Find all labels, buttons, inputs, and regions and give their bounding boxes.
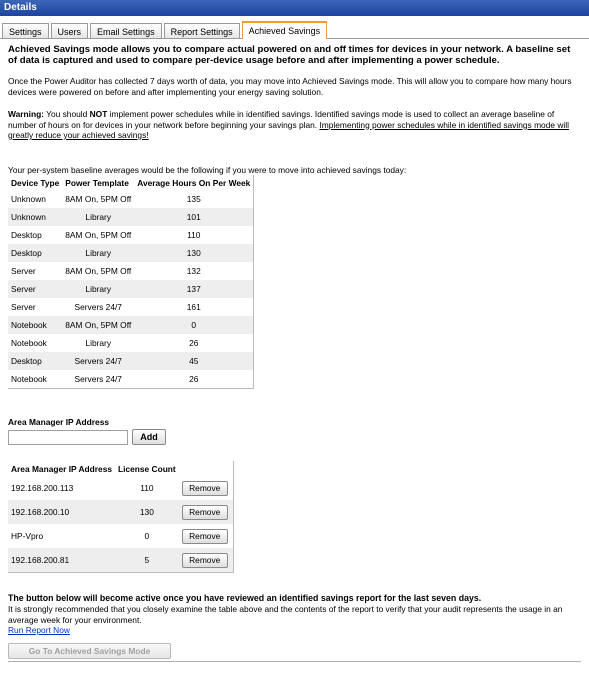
baseline-caption: Your per-system baseline averages would be the following if you were to move into achieved savings today: bbox=[8, 164, 407, 175]
remove-button[interactable]: Remove bbox=[182, 505, 228, 520]
table-row bbox=[8, 298, 253, 316]
device-type-cell: Desktop bbox=[11, 230, 42, 240]
warning-pre: You should bbox=[43, 109, 90, 119]
actions-cell bbox=[179, 500, 233, 524]
run-report-link[interactable]: Run Report Now bbox=[8, 625, 70, 635]
go-to-achieved-savings-button[interactable]: Go To Achieved Savings Mode bbox=[8, 643, 171, 659]
table-row bbox=[8, 524, 233, 548]
power-template-cell: 8AM On, 5PM Off bbox=[65, 266, 132, 276]
table-row bbox=[8, 548, 233, 572]
license-count-cell: 130 bbox=[115, 500, 179, 524]
device-type-cell: Server bbox=[11, 266, 36, 276]
average-hours-cell: 132 bbox=[186, 266, 201, 276]
license-count-cell: 110 bbox=[140, 483, 154, 493]
power-template-cell: 8AM On, 5PM Off bbox=[65, 230, 132, 240]
average-hours-cell: 130 bbox=[134, 244, 253, 262]
warning-text: implement power schedules while in identified savings. Identified savings mode is used to collect an average baseline of number of hours on for devices in your network before beginning your savings plan. bbox=[8, 109, 555, 130]
device-type-cell: Desktop bbox=[8, 352, 62, 370]
average-hours-cell: 137 bbox=[134, 280, 253, 298]
table-row bbox=[8, 280, 253, 298]
tab-report-settings[interactable]: Report Settings bbox=[164, 23, 240, 38]
average-hours-cell: 110 bbox=[187, 230, 201, 240]
footer-lead: The button below will become active once you have reviewed an identified savings report for the last seven days. bbox=[8, 593, 482, 603]
col-license-count: License Count bbox=[118, 463, 176, 474]
tab-achieved-savings[interactable]: Achieved Savings bbox=[242, 21, 328, 39]
average-hours-cell: 161 bbox=[186, 302, 201, 312]
average-hours-cell: 45 bbox=[134, 352, 253, 370]
power-template-cell: Library bbox=[62, 208, 134, 226]
area-manager-label: Area Manager IP Address bbox=[8, 417, 110, 427]
license-count-cell: 5 bbox=[115, 548, 179, 572]
device-type-cell: Notebook bbox=[8, 316, 62, 334]
device-type-cell: Server bbox=[8, 280, 62, 298]
table-row bbox=[8, 262, 253, 280]
device-type-cell: Desktop bbox=[8, 244, 62, 262]
col-power-template: Power Template bbox=[65, 177, 129, 188]
ip-address-cell: HP-Vpro bbox=[11, 531, 44, 541]
area-manager-add-row bbox=[8, 429, 581, 445]
bottom-divider bbox=[8, 661, 581, 662]
add-button[interactable]: Add bbox=[132, 429, 166, 445]
remove-button[interactable]: Remove bbox=[182, 529, 228, 544]
area-manager-header-row bbox=[8, 461, 233, 476]
area-manager-table-wrapper bbox=[8, 461, 234, 573]
device-type-cell: Unknown bbox=[8, 208, 62, 226]
col-area-manager-ip: Area Manager IP Address bbox=[11, 463, 113, 474]
intro-paragraph: Once the Power Auditor has collected 7 days worth of data, you may move into Achieved Savings mode. This will allow you to compare how many hours devices were powered on before and after implementing your energy saving solution. bbox=[8, 76, 572, 97]
tab-email-settings[interactable]: Email Settings bbox=[90, 23, 162, 38]
baseline-table bbox=[8, 175, 253, 388]
license-count-cell: 0 bbox=[144, 531, 150, 541]
actions-cell bbox=[179, 524, 233, 548]
power-template-cell: Library bbox=[62, 280, 134, 298]
average-hours-cell: 135 bbox=[186, 194, 201, 204]
power-template-cell: Servers 24/7 bbox=[62, 352, 134, 370]
table-row bbox=[8, 334, 253, 352]
ip-address-cell: 192.168.200.113 bbox=[11, 483, 74, 493]
table-row bbox=[8, 370, 253, 388]
device-type-cell: Server bbox=[11, 302, 36, 312]
warning-label: Warning: bbox=[8, 109, 44, 119]
intro-lead: Achieved Savings mode allows you to compare actual powered on and off times for devices in your network. A baseline set of data is captured and used to compare per-device usage before and after implementing a power schedule. bbox=[8, 44, 571, 66]
area-manager-table bbox=[8, 461, 233, 572]
col-device-type: Device Type bbox=[11, 177, 60, 188]
table-row bbox=[8, 244, 253, 262]
actions-cell bbox=[179, 476, 233, 500]
warning-paragraph bbox=[8, 109, 581, 141]
average-hours-cell: 26 bbox=[189, 338, 199, 348]
power-template-cell: Servers 24/7 bbox=[74, 302, 122, 312]
table-row bbox=[8, 316, 253, 334]
table-row bbox=[8, 476, 233, 500]
footer-text: It is strongly recommended that you closely examine the table above and the contents of the report to verify that your audit represents the usage in an average week for your environment. bbox=[8, 604, 563, 625]
actions-cell bbox=[179, 548, 233, 572]
col-average-hours: Average Hours On Per Week bbox=[137, 177, 251, 188]
baseline-table-wrapper bbox=[8, 175, 254, 389]
table-row bbox=[8, 352, 253, 370]
table-row bbox=[8, 226, 253, 244]
table-row bbox=[8, 208, 253, 226]
device-type-cell: Notebook bbox=[11, 374, 47, 384]
average-hours-cell: 26 bbox=[189, 374, 199, 384]
tab-users[interactable]: Users bbox=[51, 23, 89, 38]
col-actions bbox=[179, 461, 233, 476]
power-template-cell: 8AM On, 5PM Off bbox=[65, 194, 132, 204]
device-type-cell: Unknown bbox=[11, 194, 46, 204]
power-template-cell: Library bbox=[62, 244, 134, 262]
table-row bbox=[8, 500, 233, 524]
power-template-cell: Library bbox=[85, 338, 112, 348]
device-type-cell: Notebook bbox=[11, 338, 47, 348]
area-manager-ip-input[interactable] bbox=[8, 430, 128, 445]
baseline-header-row bbox=[8, 175, 253, 190]
tab-bar bbox=[0, 19, 589, 39]
ip-address-cell: 192.168.200.81 bbox=[8, 548, 115, 572]
average-hours-cell: 0 bbox=[134, 316, 253, 334]
tab-content bbox=[0, 39, 589, 662]
window-title: Details bbox=[0, 0, 589, 16]
warning-underline: Implementing power schedules while in identified savings mode will greatly reduce your achieved savings! bbox=[8, 119, 569, 140]
warning-not: NOT bbox=[89, 109, 108, 119]
ip-address-cell: 192.168.200.10 bbox=[8, 500, 115, 524]
power-template-cell: Servers 24/7 bbox=[74, 374, 122, 384]
average-hours-cell: 101 bbox=[134, 208, 253, 226]
tab-settings[interactable]: Settings bbox=[2, 23, 49, 38]
power-template-cell: 8AM On, 5PM Off bbox=[62, 316, 134, 334]
remove-button[interactable]: Remove bbox=[182, 553, 228, 568]
remove-button[interactable]: Remove bbox=[182, 481, 228, 496]
table-row bbox=[8, 190, 253, 208]
